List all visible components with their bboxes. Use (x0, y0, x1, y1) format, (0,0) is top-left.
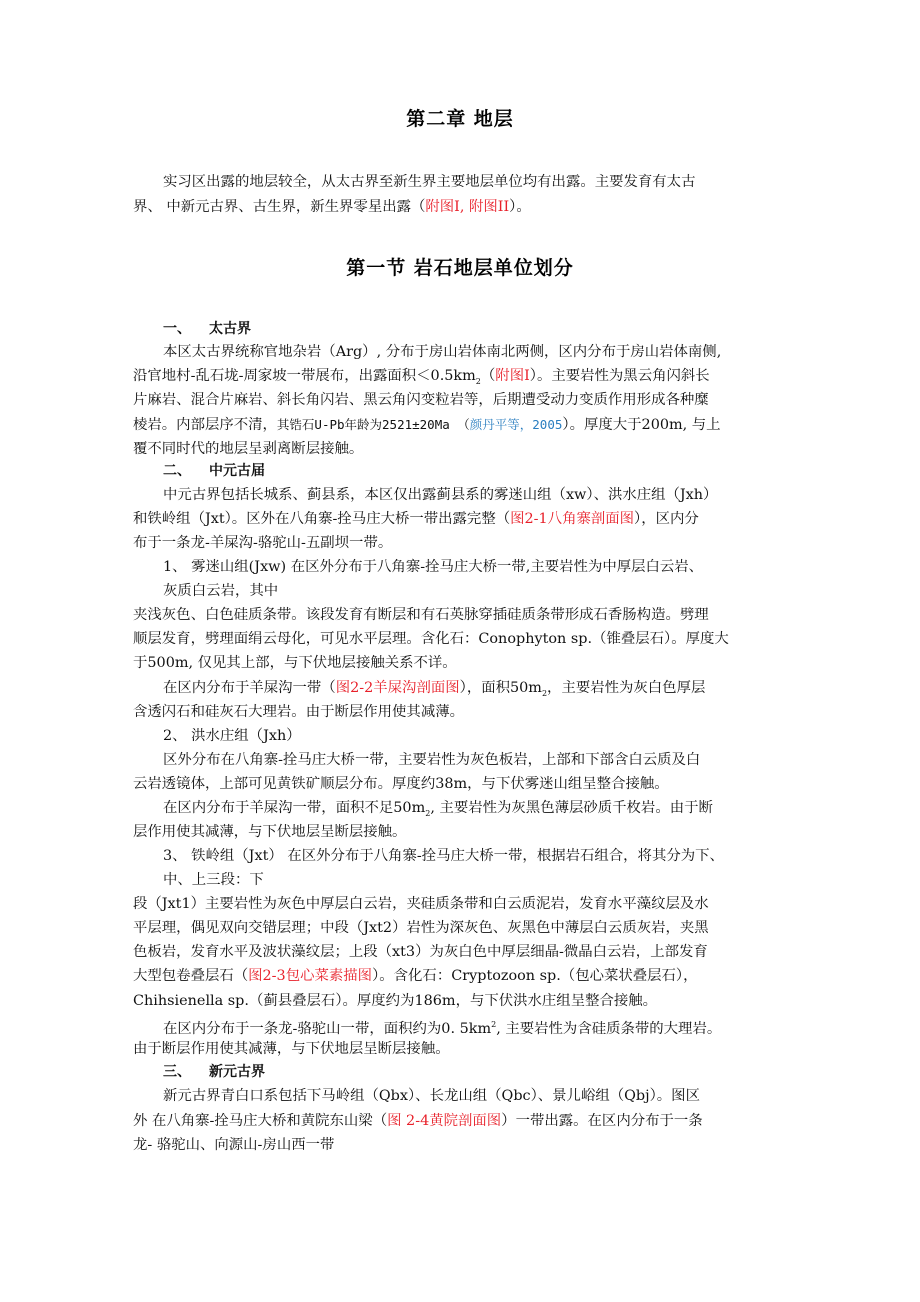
text: ）一带出露。在区内分布于一条 (501, 1113, 703, 1129)
paragraph-line: 于500m, 仅见其上部，与下伏地层接触关系不详。 (133, 655, 457, 671)
figure-reference-link[interactable]: 图2-3包心菜素描图 (248, 968, 373, 984)
paragraph-line: 2、 洪水庄组（Jxh） (163, 728, 301, 744)
heading-text: 太古界 (209, 321, 251, 337)
paragraph-line (133, 1110, 703, 1132)
subsection-heading (163, 460, 265, 482)
figure-reference-link[interactable]: 附图I (495, 368, 530, 384)
text: 在区内分布于一条龙-骆驼山一带，面积约为0. 5km (163, 1020, 492, 1037)
text: 棱岩。内部层序不清， (133, 417, 277, 433)
text: 在区内分布于羊屎沟一带，面积不足50m (163, 800, 426, 816)
text: ），区内分 (634, 511, 699, 527)
paragraph-line: 区外分布在八角寨-拴马庄大桥一带，主要岩性为灰色板岩，上部和下部含白云质及白 (163, 752, 701, 768)
paragraph-line: 色板岩，发育水平及波状藻纹层；上段（xt3）为灰白色中厚层细晶-微晶白云岩，上部发育 (133, 944, 708, 960)
figure-reference-link[interactable]: 图 2-4黄院剖面图 (387, 1113, 502, 1129)
paragraph-line: 由于断层作用使其减薄，与下伏地层呈断层接触。 (133, 1041, 450, 1057)
paragraph-line: 本区太古界统称官地杂岩（Arg）, 分布于房山岩体南北两侧，区内分布于房山岩体南侧, (163, 344, 722, 360)
text: ）。主要岩性为黑云角闪斜长 (529, 368, 710, 384)
text: 其锆石U-Pb年龄为2521±20Ma （ (276, 417, 470, 432)
paragraph-line: 中元古界包括长城系、蓟县系，本区仅出露蓟县系的雾迷山组（xw）、洪水庄组（Jxh） (163, 487, 718, 503)
heading-number: 三、 (163, 1064, 191, 1080)
paragraph-line: 段（Jxt1）主要岩性为灰色中厚层白云岩，夹硅质条带和白云质泥岩，发育水平藻纹层及水 (133, 896, 709, 912)
text: 大型包卷叠层石（ (133, 968, 249, 984)
paragraph-line: 新元古界青白口系包括下马岭组（Qbx）、长龙山组（Qbc）、景儿峪组（Qbj）。图区 (163, 1088, 700, 1104)
subscript: 2 (475, 376, 481, 386)
paragraph-line: 含透闪石和硅灰石大理岩。由于断层作用使其减薄。 (133, 704, 464, 720)
heading-text: 中元古届 (209, 463, 265, 479)
paragraph-line: 龙- 骆驼山、向源山-房山西一带 (133, 1137, 335, 1153)
text: , 主要岩性为灰黑色薄层砂质千枚岩。由于断 (430, 800, 713, 816)
paragraph-line: 平层理，偶见双向交错层理；中段（Jxt2）岩性为深灰色、灰黑色中薄层白云质灰岩，夹黑 (133, 920, 709, 936)
intro-line (133, 196, 531, 218)
text: ）。厚度大于200m, 与上 (562, 417, 721, 433)
paragraph-line: 片麻岩、混合片麻岩、斜长角闪岩、黑云角闪变粒岩等，后期遭受动力变质作用形成各种糜 (133, 392, 709, 408)
heading-text: 新元古界 (209, 1064, 265, 1080)
paragraph-line: 灰质白云岩，其中 (163, 583, 279, 599)
figure-reference-link[interactable]: 图2-1八角寨剖面图 (510, 511, 635, 527)
figure-reference-link[interactable]: 附图I, 附图II (425, 199, 510, 215)
text: 和铁岭组（Jxt）。区外在八角寨-拴马庄大桥一带出露完整（ (133, 511, 511, 527)
paragraph-line: 云岩透镜体，上部可见黄铁矿顺层分布。厚度约38m，与下伏雾迷山组呈整合接触。 (133, 776, 669, 792)
subscript: 2 (425, 808, 431, 818)
subsection-heading (163, 1061, 265, 1083)
heading-number: 一、 (163, 321, 191, 337)
subscript: 2 (541, 688, 548, 698)
paragraph-line (133, 965, 698, 987)
intro-line: 实习区出露的地层较全，从太古界至新生界主要地层单位均有出露。主要发育有太古 (163, 174, 696, 190)
paragraph-line: 3、 铁岭组（Jxt） 在区外分布于八角寨-拴马庄大桥一带，根据岩石组合，将其分为下、 (163, 848, 724, 864)
text: 外 在八角寨-拴马庄大桥和黄院东山梁（ (133, 1113, 388, 1129)
paragraph-line: 布于一条龙-羊屎沟-骆驼山-五副坝一带。 (133, 535, 393, 551)
paragraph-line: Chihsienella sp.（蓟县叠层石）。厚度约为186m，与下伏洪水庄组呈整合接触。 (133, 993, 658, 1009)
paragraph-line: 顺层发育，劈理面绢云母化，可见水平层理。含化石：Conophyton sp.（锥叠层石）。厚度大 (133, 631, 729, 647)
paragraph-line (133, 414, 721, 436)
paragraph-line: 中、上三段：下 (163, 872, 264, 888)
text: ），面积50m (459, 680, 542, 696)
paragraph-line: 1、 雾迷山组(Jxw) 在区外分布于八角寨-拴马庄大桥一带,主要岩性为中厚层白云岩、 (163, 559, 704, 575)
citation-link[interactable]: 颜丹平等，2005 (469, 417, 563, 432)
text: ）。含化石：Cryptozoon sp.（包心菜状叠层石）， (372, 968, 698, 984)
text: 在区内分布于羊屎沟一带（ (163, 680, 336, 696)
text: , 主要岩性为含硅质条带的大理岩。 (496, 1020, 722, 1037)
paragraph-line: 夹浅灰色、白色硅质条带。该段发育有断层和有石英脉穿插硅质条带形成石香肠构造。劈理 (133, 607, 709, 623)
section-title: 第一节 岩石地层单位划分 (346, 257, 574, 279)
paragraph-line: 覆不同时代的地层呈剥离断层接触。 (133, 441, 364, 457)
paragraph-line: 层作用使其减薄，与下伏地层呈断层接触。 (133, 824, 407, 840)
text: ，主要岩性为灰白色厚层 (547, 680, 706, 696)
subsection-heading (163, 318, 251, 340)
paragraph-line (133, 508, 699, 530)
paragraph-line (163, 1014, 721, 1040)
text: 界、 中新元古界、古生界，新生界零星出露（ (133, 199, 426, 215)
text: 沿官地村-乱石垅-周家坡一带展布，出露面积＜0.5km (133, 368, 476, 384)
figure-reference-link[interactable]: 图2-2羊屎沟剖面图 (335, 680, 460, 696)
chapter-title: 第二章 地层 (406, 108, 514, 130)
superscript: 2 (491, 1020, 497, 1029)
text: （ (480, 368, 496, 384)
text: ）。 (509, 199, 531, 215)
heading-number: 二、 (163, 463, 191, 479)
